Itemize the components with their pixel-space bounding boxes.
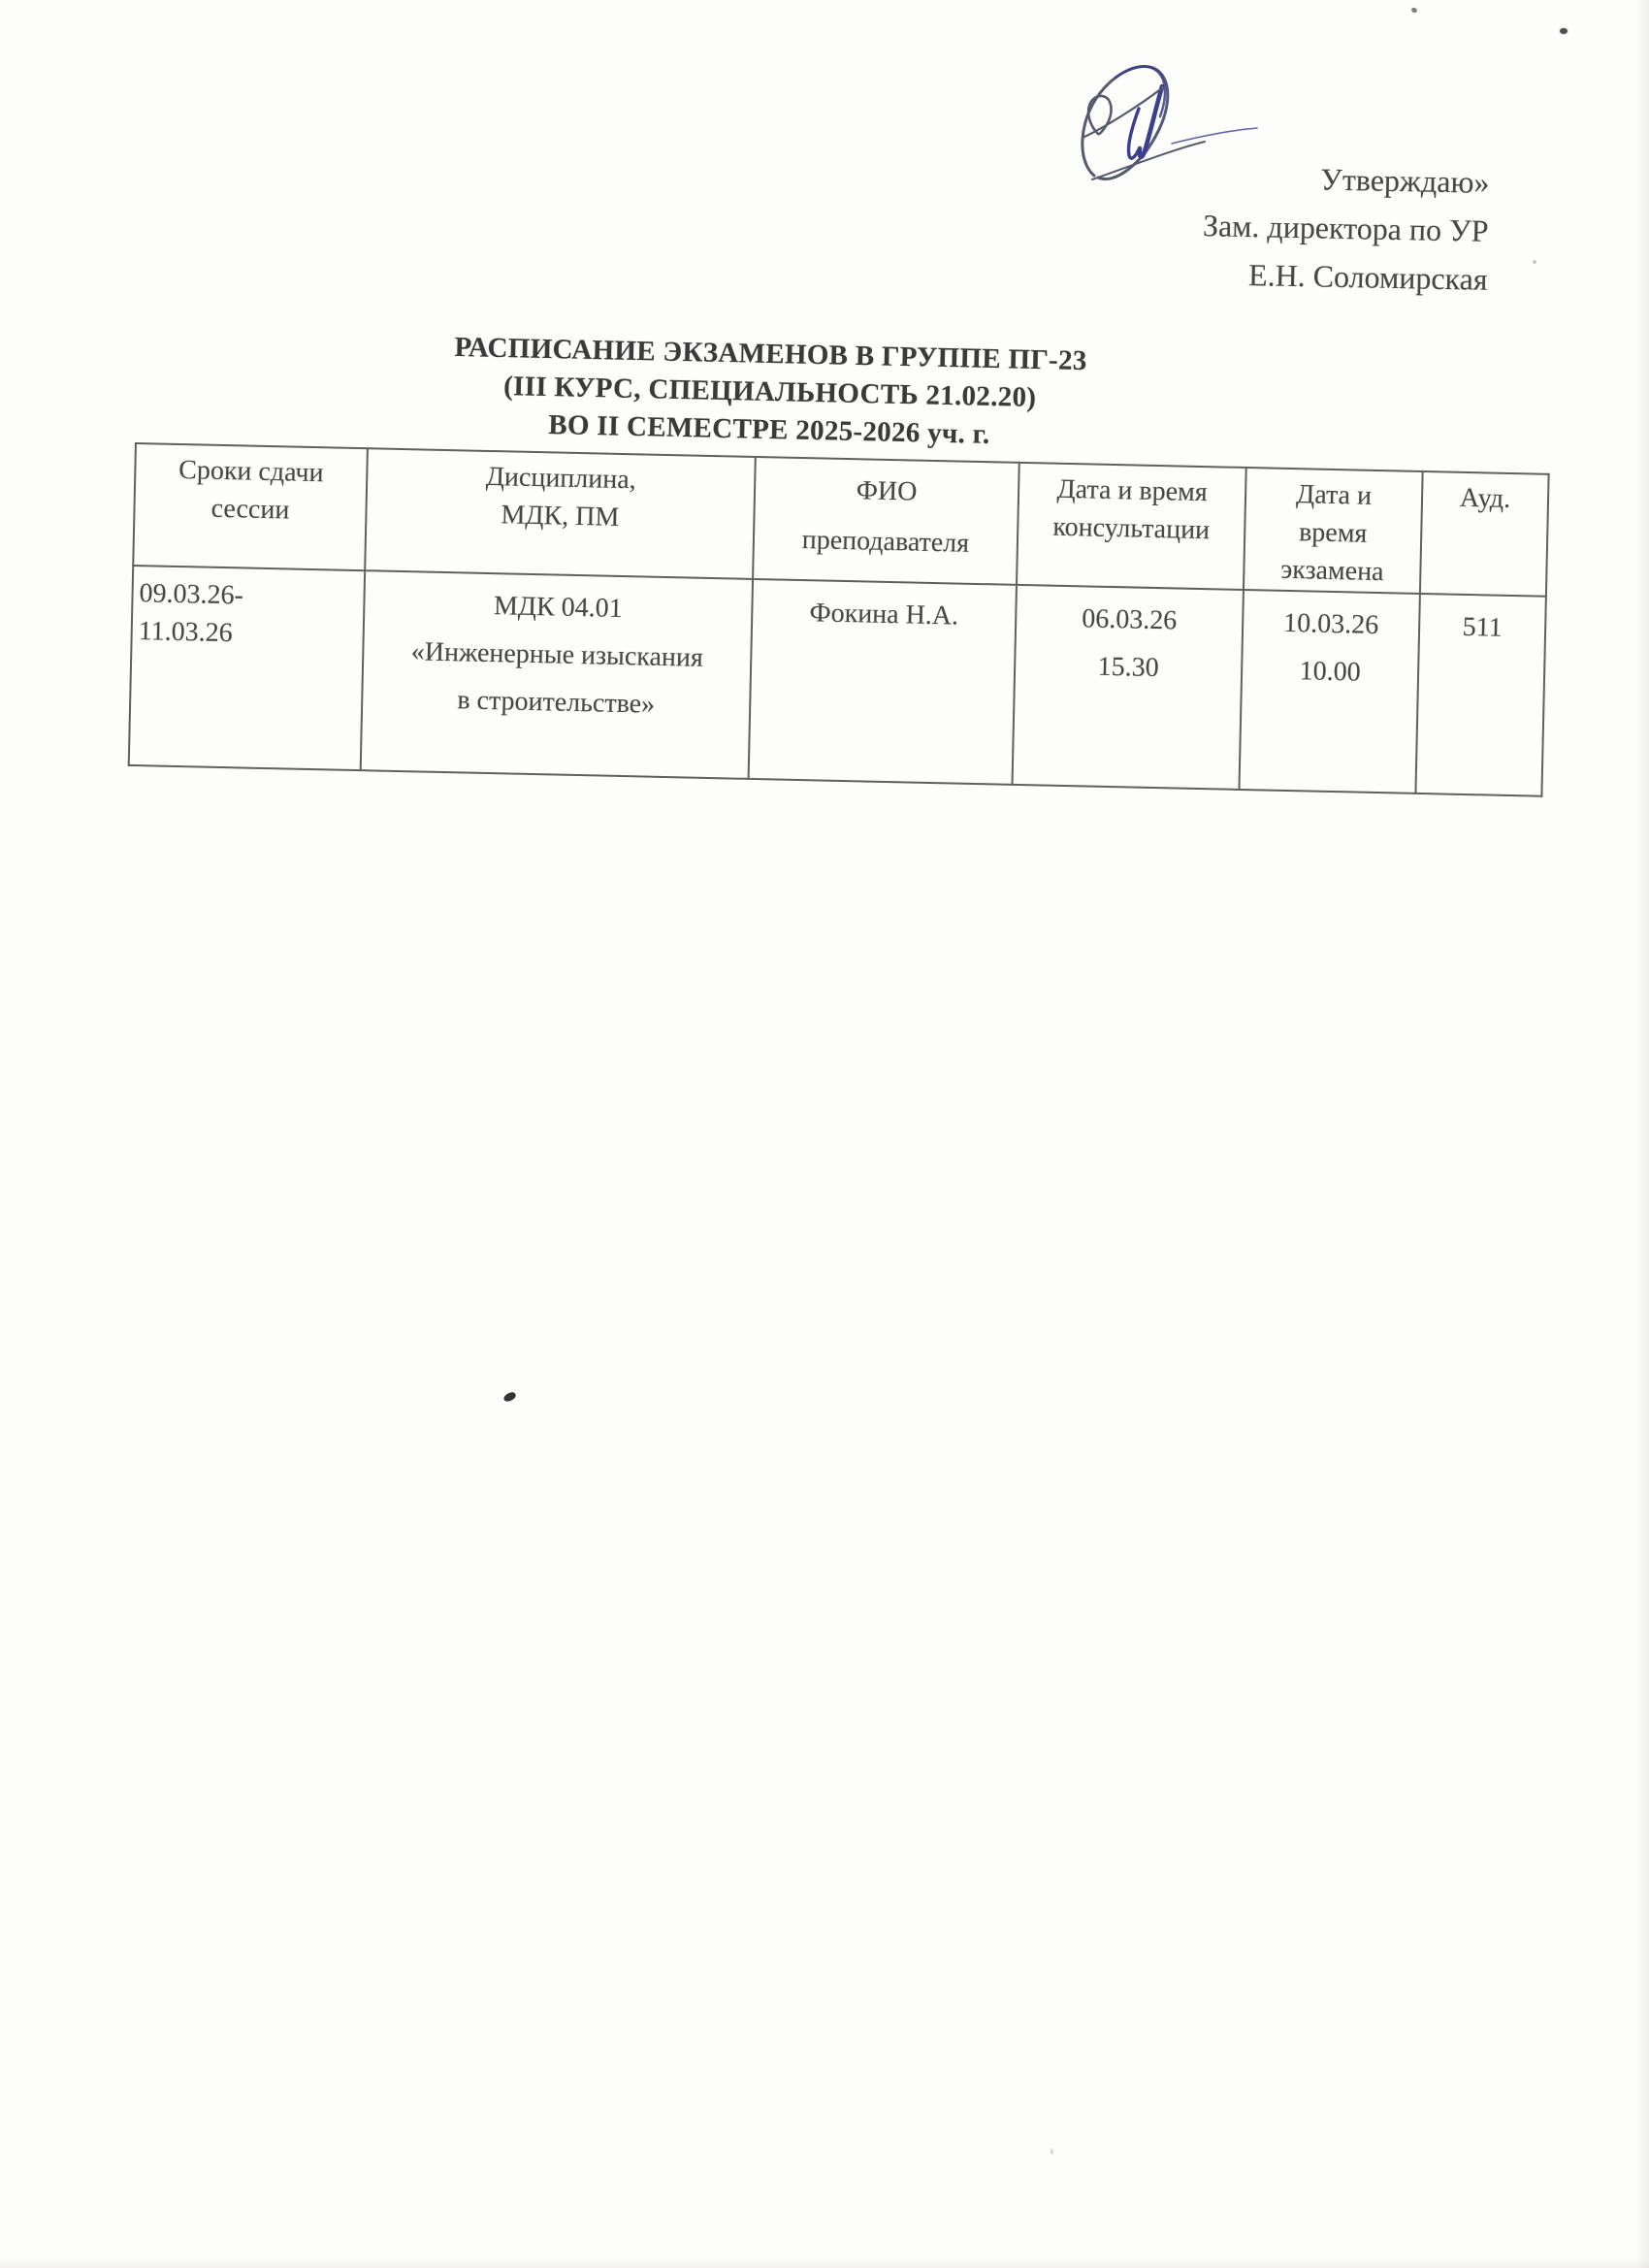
header-discipline: Дисциплина, МДК, ПМ — [365, 448, 756, 578]
header-session-dates: Сроки сдачи сессии — [133, 443, 368, 570]
approval-stamp-word: Утверждаю» — [1320, 161, 1491, 200]
scan-speck — [1533, 260, 1536, 264]
approval-block — [1202, 152, 1490, 304]
title-line-3: ВО II СЕМЕСТРЕ 2025-2026 уч. г. — [547, 409, 990, 450]
scan-speck — [1560, 28, 1568, 34]
scan-speck — [1410, 7, 1418, 14]
scan-edge-shadow-bottom — [0, 2258, 1649, 2268]
scan-edge-shadow-right — [1635, 0, 1649, 2268]
cell-room: 511 — [1415, 594, 1545, 796]
header-room: Ауд. — [1420, 471, 1549, 596]
title-line-1: РАСПИСАНИЕ ЭКЗАМЕНОВ В ГРУППЕ ПГ-23 — [454, 331, 1087, 377]
approval-position: Зам. директора по УР — [1203, 208, 1490, 248]
title-line-2: (III КУРС, СПЕЦИАЛЬНОСТЬ 21.02.20) — [502, 370, 1037, 413]
header-consultation: Дата и время консультации — [1017, 463, 1246, 590]
header-exam: Дата и время экзамена — [1244, 468, 1423, 594]
table-row — [129, 566, 1546, 796]
exam-schedule-table — [128, 442, 1550, 796]
cell-session-dates: 09.03.26- 11.03.26 — [129, 566, 365, 770]
scan-speck — [1051, 2149, 1053, 2155]
cell-teacher: Фокина Н.А. — [749, 578, 1017, 784]
scan-speck — [502, 1391, 517, 1403]
cell-discipline: МДК 04.01 «Инженерные изыскания в строительстве» — [361, 570, 753, 779]
header-teacher: ФИО преподавателя — [753, 457, 1019, 584]
cell-consultation: 06.03.26 15.30 — [1013, 584, 1244, 789]
cell-exam: 10.03.26 10.00 — [1239, 590, 1419, 794]
approval-signer-name: Е.Н. Соломирская — [1248, 257, 1489, 297]
